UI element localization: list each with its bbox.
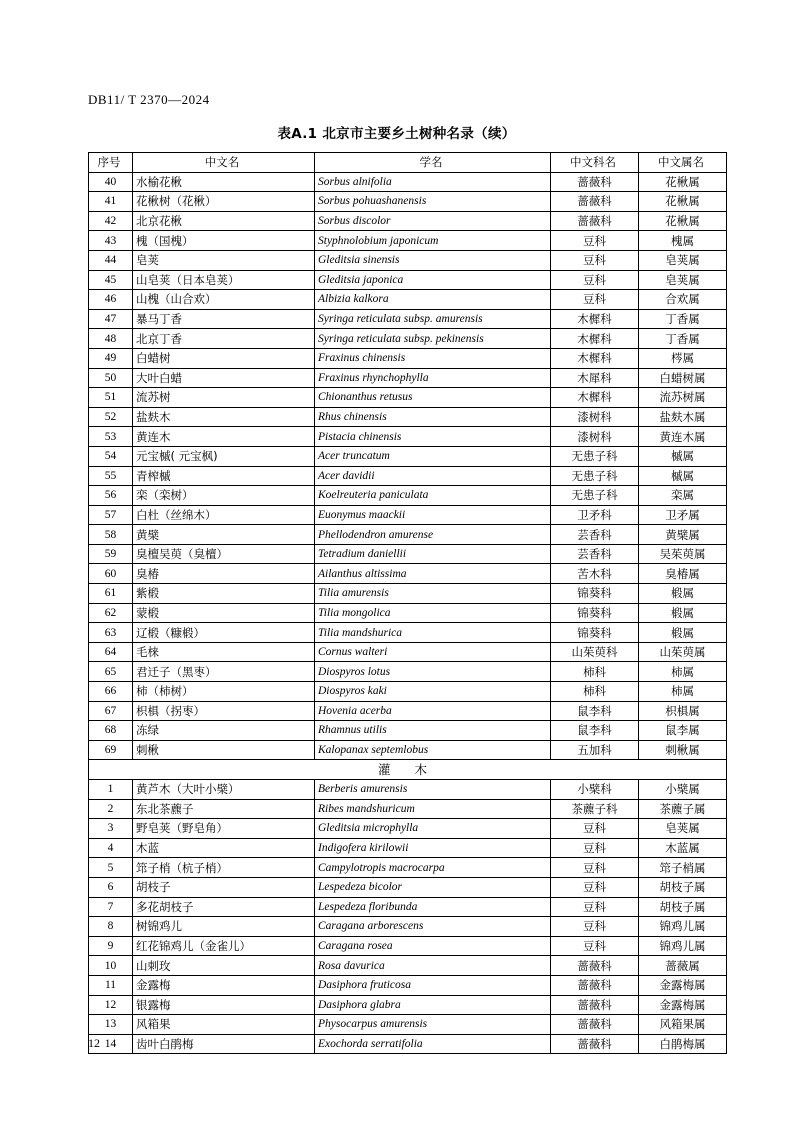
- row-family: 苦木科: [551, 564, 639, 584]
- row-no: 7: [89, 897, 133, 917]
- row-genus: 椴属: [639, 623, 727, 643]
- row-no: 8: [89, 917, 133, 937]
- row-chinese-name: 槐（国槐）: [133, 231, 315, 251]
- row-no: 48: [89, 329, 133, 349]
- table-row: [89, 642, 727, 662]
- row-no: 50: [89, 368, 133, 388]
- row-scientific-name: Caragana arborescens: [315, 917, 551, 937]
- row-no: 47: [89, 309, 133, 329]
- row-genus: 栾属: [639, 486, 727, 506]
- row-family: 豆科: [551, 877, 639, 897]
- row-chinese-name: 山槐（山合欢）: [133, 290, 315, 310]
- row-scientific-name: Gleditsia sinensis: [315, 250, 551, 270]
- row-genus: 刺楸属: [639, 740, 727, 760]
- table-row: [89, 1034, 727, 1054]
- row-chinese-name: 花楸树（花楸）: [133, 192, 315, 212]
- row-scientific-name: Exochorda serratifolia: [315, 1034, 551, 1054]
- row-chinese-name: 北京丁香: [133, 329, 315, 349]
- row-chinese-name: 黄檗: [133, 525, 315, 545]
- table-row: [89, 682, 727, 702]
- table-row: [89, 584, 727, 604]
- row-no: 1: [89, 780, 133, 800]
- row-chinese-name: 枳椇（拐枣）: [133, 701, 315, 721]
- row-chinese-name: 风箱果: [133, 1015, 315, 1035]
- native-tree-species-table: [88, 152, 727, 1054]
- table-row: [89, 211, 727, 231]
- row-family: 小檗科: [551, 780, 639, 800]
- table-row: [89, 348, 727, 368]
- row-chinese-name: 元宝槭( 元宝枫): [133, 446, 315, 466]
- row-scientific-name: Phellodendron amurense: [315, 525, 551, 545]
- row-scientific-name: Caragana rosea: [315, 936, 551, 956]
- table-row: [89, 858, 727, 878]
- row-chinese-name: 臭檀吴萸（臭檀）: [133, 544, 315, 564]
- row-chinese-name: 野皂荚（野皂角）: [133, 819, 315, 839]
- table-row: [89, 329, 727, 349]
- row-family: 蔷薇科: [551, 995, 639, 1015]
- table-row: [89, 564, 727, 584]
- row-chinese-name: 北京花楸: [133, 211, 315, 231]
- row-family: 蔷薇科: [551, 975, 639, 995]
- row-genus: 柿属: [639, 662, 727, 682]
- row-genus: 山茱萸属: [639, 642, 727, 662]
- row-scientific-name: Chionanthus retusus: [315, 388, 551, 408]
- row-no: 5: [89, 858, 133, 878]
- page-number: 12: [88, 1036, 100, 1050]
- section-divider-row: [89, 760, 727, 780]
- row-chinese-name: 刺楸: [133, 740, 315, 760]
- row-family: 鼠李科: [551, 721, 639, 741]
- table-row: [89, 525, 727, 545]
- table-row: [89, 250, 727, 270]
- row-genus: 金露梅属: [639, 975, 727, 995]
- row-family: 木樨科: [551, 388, 639, 408]
- row-genus: 吴茱萸属: [639, 544, 727, 564]
- row-scientific-name: Lespedeza floribunda: [315, 897, 551, 917]
- table-row: [89, 623, 727, 643]
- row-genus: 黄檗属: [639, 525, 727, 545]
- row-scientific-name: Ribes mandshuricum: [315, 799, 551, 819]
- row-family: 漆树科: [551, 427, 639, 447]
- table-header-row: [89, 153, 727, 173]
- row-scientific-name: Albizia kalkora: [315, 290, 551, 310]
- row-scientific-name: Syringa reticulata subsp. pekinensis: [315, 329, 551, 349]
- table-row: [89, 309, 727, 329]
- row-family: 芸香科: [551, 525, 639, 545]
- row-scientific-name: Cornus walteri: [315, 642, 551, 662]
- row-family: 豆科: [551, 917, 639, 937]
- row-chinese-name: 红花锦鸡儿（金雀儿）: [133, 936, 315, 956]
- row-genus: 花楸属: [639, 192, 727, 212]
- row-genus: 流苏树属: [639, 388, 727, 408]
- row-genus: 筇子梢属: [639, 858, 727, 878]
- row-scientific-name: Acer truncatum: [315, 446, 551, 466]
- row-scientific-name: Fraxinus rhynchophylla: [315, 368, 551, 388]
- row-no: 41: [89, 192, 133, 212]
- row-genus: 蔷薇属: [639, 956, 727, 976]
- row-family: 山茱萸科: [551, 642, 639, 662]
- row-family: 五加科: [551, 740, 639, 760]
- row-no: 67: [89, 701, 133, 721]
- row-genus: 丁香属: [639, 309, 727, 329]
- row-chinese-name: 筇子梢（杭子梢）: [133, 858, 315, 878]
- row-chinese-name: 山皂荚（日本皂荚）: [133, 270, 315, 290]
- table-row: [89, 192, 727, 212]
- table-row: [89, 956, 727, 976]
- row-scientific-name: Euonymus maackii: [315, 505, 551, 525]
- row-no: 10: [89, 956, 133, 976]
- row-scientific-name: Sorbus alnifolia: [315, 172, 551, 192]
- row-chinese-name: 紫椴: [133, 584, 315, 604]
- row-family: 无患子科: [551, 486, 639, 506]
- row-family: 豆科: [551, 270, 639, 290]
- row-chinese-name: 黄连木: [133, 427, 315, 447]
- row-chinese-name: 水榆花楸: [133, 172, 315, 192]
- row-chinese-name: 君迁子（黑枣）: [133, 662, 315, 682]
- row-no: 52: [89, 407, 133, 427]
- row-chinese-name: 蒙椴: [133, 603, 315, 623]
- row-genus: 锦鸡儿属: [639, 936, 727, 956]
- row-family: 柿科: [551, 682, 639, 702]
- row-no: 64: [89, 642, 133, 662]
- row-no: 12: [89, 995, 133, 1015]
- row-scientific-name: Lespedeza bicolor: [315, 877, 551, 897]
- row-chinese-name: 白蜡树: [133, 348, 315, 368]
- row-family: 柿科: [551, 662, 639, 682]
- row-family: 蔷薇科: [551, 1015, 639, 1035]
- row-scientific-name: Styphnolobium japonicum: [315, 231, 551, 251]
- row-no: 14: [89, 1034, 133, 1054]
- row-scientific-name: Rhamnus utilis: [315, 721, 551, 741]
- row-chinese-name: 大叶白蜡: [133, 368, 315, 388]
- table-row: [89, 701, 727, 721]
- table-row: [89, 740, 727, 760]
- row-chinese-name: 盐麸木: [133, 407, 315, 427]
- row-scientific-name: Rosa davurica: [315, 956, 551, 976]
- row-chinese-name: 皂荚: [133, 250, 315, 270]
- section-label: 灌 木: [89, 760, 727, 780]
- table-row: [89, 877, 727, 897]
- row-genus: 柿属: [639, 682, 727, 702]
- column-header: 中文科名: [551, 153, 639, 173]
- table-row: [89, 721, 727, 741]
- row-no: 40: [89, 172, 133, 192]
- row-scientific-name: Kalopanax septemlobus: [315, 740, 551, 760]
- table-row: [89, 466, 727, 486]
- row-no: 53: [89, 427, 133, 447]
- row-scientific-name: Hovenia acerba: [315, 701, 551, 721]
- table-row: [89, 505, 727, 525]
- row-chinese-name: 柿（柿树）: [133, 682, 315, 702]
- row-no: 54: [89, 446, 133, 466]
- column-header: 学名: [315, 153, 551, 173]
- row-no: 6: [89, 877, 133, 897]
- row-scientific-name: Sorbus discolor: [315, 211, 551, 231]
- table-row: [89, 486, 727, 506]
- row-genus: 风箱果属: [639, 1015, 727, 1035]
- row-scientific-name: Berberis amurensis: [315, 780, 551, 800]
- table-row: [89, 975, 727, 995]
- row-family: 锦葵科: [551, 584, 639, 604]
- row-scientific-name: Sorbus pohuashanensis: [315, 192, 551, 212]
- row-genus: 鼠李属: [639, 721, 727, 741]
- row-family: 蔷薇科: [551, 956, 639, 976]
- row-chinese-name: 臭椿: [133, 564, 315, 584]
- row-no: 2: [89, 799, 133, 819]
- row-genus: 槭属: [639, 466, 727, 486]
- table-title: 表A.1 北京市主要乡土树种名录（续）: [277, 126, 516, 142]
- row-no: 44: [89, 250, 133, 270]
- row-no: 13: [89, 1015, 133, 1035]
- row-genus: 皂荚属: [639, 250, 727, 270]
- row-no: 69: [89, 740, 133, 760]
- row-family: 蔷薇科: [551, 1034, 639, 1054]
- row-no: 61: [89, 584, 133, 604]
- row-family: 木樨科: [551, 309, 639, 329]
- table-row: [89, 897, 727, 917]
- row-family: 锦葵科: [551, 603, 639, 623]
- row-family: 茶藨子科: [551, 799, 639, 819]
- row-family: 豆科: [551, 858, 639, 878]
- row-family: 鼠李科: [551, 701, 639, 721]
- row-genus: 木蓝属: [639, 838, 727, 858]
- column-header: 中文属名: [639, 153, 727, 173]
- row-chinese-name: 栾（栾树）: [133, 486, 315, 506]
- row-chinese-name: 冻绿: [133, 721, 315, 741]
- row-genus: 枳椇属: [639, 701, 727, 721]
- table-row: [89, 662, 727, 682]
- row-no: 49: [89, 348, 133, 368]
- row-no: 57: [89, 505, 133, 525]
- row-scientific-name: Koelreuteria paniculata: [315, 486, 551, 506]
- row-family: 卫矛科: [551, 505, 639, 525]
- row-no: 45: [89, 270, 133, 290]
- row-scientific-name: Indigofera kirilowii: [315, 838, 551, 858]
- row-scientific-name: Diospyros kaki: [315, 682, 551, 702]
- table-row: [89, 838, 727, 858]
- table-row: [89, 936, 727, 956]
- row-scientific-name: Gleditsia japonica: [315, 270, 551, 290]
- row-chinese-name: 暴马丁香: [133, 309, 315, 329]
- table-row: [89, 780, 727, 800]
- row-chinese-name: 树锦鸡儿: [133, 917, 315, 937]
- row-chinese-name: 白杜（丝绵木）: [133, 505, 315, 525]
- row-no: 51: [89, 388, 133, 408]
- row-no: 4: [89, 838, 133, 858]
- table-row: [89, 799, 727, 819]
- table-row: [89, 290, 727, 310]
- row-family: 蔷薇科: [551, 172, 639, 192]
- row-no: 56: [89, 486, 133, 506]
- row-genus: 椴属: [639, 603, 727, 623]
- row-genus: 椴属: [639, 584, 727, 604]
- row-genus: 花楸属: [639, 211, 727, 231]
- row-no: 65: [89, 662, 133, 682]
- row-family: 蔷薇科: [551, 192, 639, 212]
- row-family: 豆科: [551, 897, 639, 917]
- row-genus: 胡枝子属: [639, 877, 727, 897]
- standard-code-header: DB11/ T 2370—2024: [88, 92, 210, 107]
- table-row: [89, 603, 727, 623]
- row-scientific-name: Physocarpus amurensis: [315, 1015, 551, 1035]
- row-genus: 小檗属: [639, 780, 727, 800]
- row-no: 9: [89, 936, 133, 956]
- table-row: [89, 1015, 727, 1035]
- row-scientific-name: Acer davidii: [315, 466, 551, 486]
- row-genus: 皂荚属: [639, 819, 727, 839]
- row-no: 3: [89, 819, 133, 839]
- row-chinese-name: 东北茶藨子: [133, 799, 315, 819]
- row-family: 芸香科: [551, 544, 639, 564]
- row-genus: 槐属: [639, 231, 727, 251]
- row-chinese-name: 青榨槭: [133, 466, 315, 486]
- table-row: [89, 407, 727, 427]
- column-header: 序号: [89, 153, 133, 173]
- row-genus: 丁香属: [639, 329, 727, 349]
- row-chinese-name: 胡枝子: [133, 877, 315, 897]
- row-family: 豆科: [551, 819, 639, 839]
- row-genus: 金露梅属: [639, 995, 727, 1015]
- row-chinese-name: 银露梅: [133, 995, 315, 1015]
- row-family: 豆科: [551, 936, 639, 956]
- row-genus: 皂荚属: [639, 270, 727, 290]
- row-no: 62: [89, 603, 133, 623]
- row-family: 木犀科: [551, 368, 639, 388]
- table-row: [89, 172, 727, 192]
- row-scientific-name: Tetradium daniellii: [315, 544, 551, 564]
- row-no: 58: [89, 525, 133, 545]
- table-row: [89, 819, 727, 839]
- row-genus: 白鹃梅属: [639, 1034, 727, 1054]
- row-no: 66: [89, 682, 133, 702]
- row-no: 42: [89, 211, 133, 231]
- row-family: 豆科: [551, 838, 639, 858]
- row-scientific-name: Rhus chinensis: [315, 407, 551, 427]
- row-genus: 合欢属: [639, 290, 727, 310]
- row-scientific-name: Pistacia chinensis: [315, 427, 551, 447]
- row-no: 68: [89, 721, 133, 741]
- row-no: 46: [89, 290, 133, 310]
- row-family: 无患子科: [551, 446, 639, 466]
- row-no: 59: [89, 544, 133, 564]
- table-row: [89, 368, 727, 388]
- row-family: 锦葵科: [551, 623, 639, 643]
- row-scientific-name: Syringa reticulata subsp. amurensis: [315, 309, 551, 329]
- row-family: 漆树科: [551, 407, 639, 427]
- row-no: 63: [89, 623, 133, 643]
- row-scientific-name: Tilia mandshurica: [315, 623, 551, 643]
- row-chinese-name: 金露梅: [133, 975, 315, 995]
- row-chinese-name: 木蓝: [133, 838, 315, 858]
- row-scientific-name: Dasiphora fruticosa: [315, 975, 551, 995]
- row-genus: 臭椿属: [639, 564, 727, 584]
- row-chinese-name: 流苏树: [133, 388, 315, 408]
- row-chinese-name: 多花胡枝子: [133, 897, 315, 917]
- row-genus: 胡枝子属: [639, 897, 727, 917]
- table-row: [89, 917, 727, 937]
- row-no: 11: [89, 975, 133, 995]
- row-family: 豆科: [551, 290, 639, 310]
- row-scientific-name: Diospyros lotus: [315, 662, 551, 682]
- table-row: [89, 231, 727, 251]
- row-chinese-name: 齿叶白鹃梅: [133, 1034, 315, 1054]
- row-chinese-name: 毛梾: [133, 642, 315, 662]
- row-family: 木樨科: [551, 348, 639, 368]
- row-scientific-name: Tilia mongolica: [315, 603, 551, 623]
- table-row: [89, 427, 727, 447]
- row-scientific-name: Dasiphora glabra: [315, 995, 551, 1015]
- table-row: [89, 270, 727, 290]
- row-genus: 茶藨子属: [639, 799, 727, 819]
- row-no: 55: [89, 466, 133, 486]
- row-genus: 白蜡树属: [639, 368, 727, 388]
- row-no: 43: [89, 231, 133, 251]
- row-chinese-name: 山刺玫: [133, 956, 315, 976]
- row-chinese-name: 辽椴（糠椴）: [133, 623, 315, 643]
- row-scientific-name: Campylotropis macrocarpa: [315, 858, 551, 878]
- column-header: 中文名: [133, 153, 315, 173]
- row-genus: 黄连木属: [639, 427, 727, 447]
- row-scientific-name: Gleditsia microphylla: [315, 819, 551, 839]
- row-genus: 卫矛属: [639, 505, 727, 525]
- row-genus: 花楸属: [639, 172, 727, 192]
- row-family: 木樨科: [551, 329, 639, 349]
- row-family: 无患子科: [551, 466, 639, 486]
- row-scientific-name: Ailanthus altissima: [315, 564, 551, 584]
- table-row: [89, 995, 727, 1015]
- row-no: 60: [89, 564, 133, 584]
- row-genus: 锦鸡儿属: [639, 917, 727, 937]
- row-scientific-name: Tilia amurensis: [315, 584, 551, 604]
- table-row: [89, 544, 727, 564]
- row-genus: 盐麸木属: [639, 407, 727, 427]
- row-genus: 槭属: [639, 446, 727, 466]
- table-row: [89, 446, 727, 466]
- row-family: 豆科: [551, 231, 639, 251]
- row-genus: 梣属: [639, 348, 727, 368]
- row-family: 豆科: [551, 250, 639, 270]
- table-row: [89, 388, 727, 408]
- row-scientific-name: Fraxinus chinensis: [315, 348, 551, 368]
- row-chinese-name: 黄芦木（大叶小檗）: [133, 780, 315, 800]
- row-family: 蔷薇科: [551, 211, 639, 231]
